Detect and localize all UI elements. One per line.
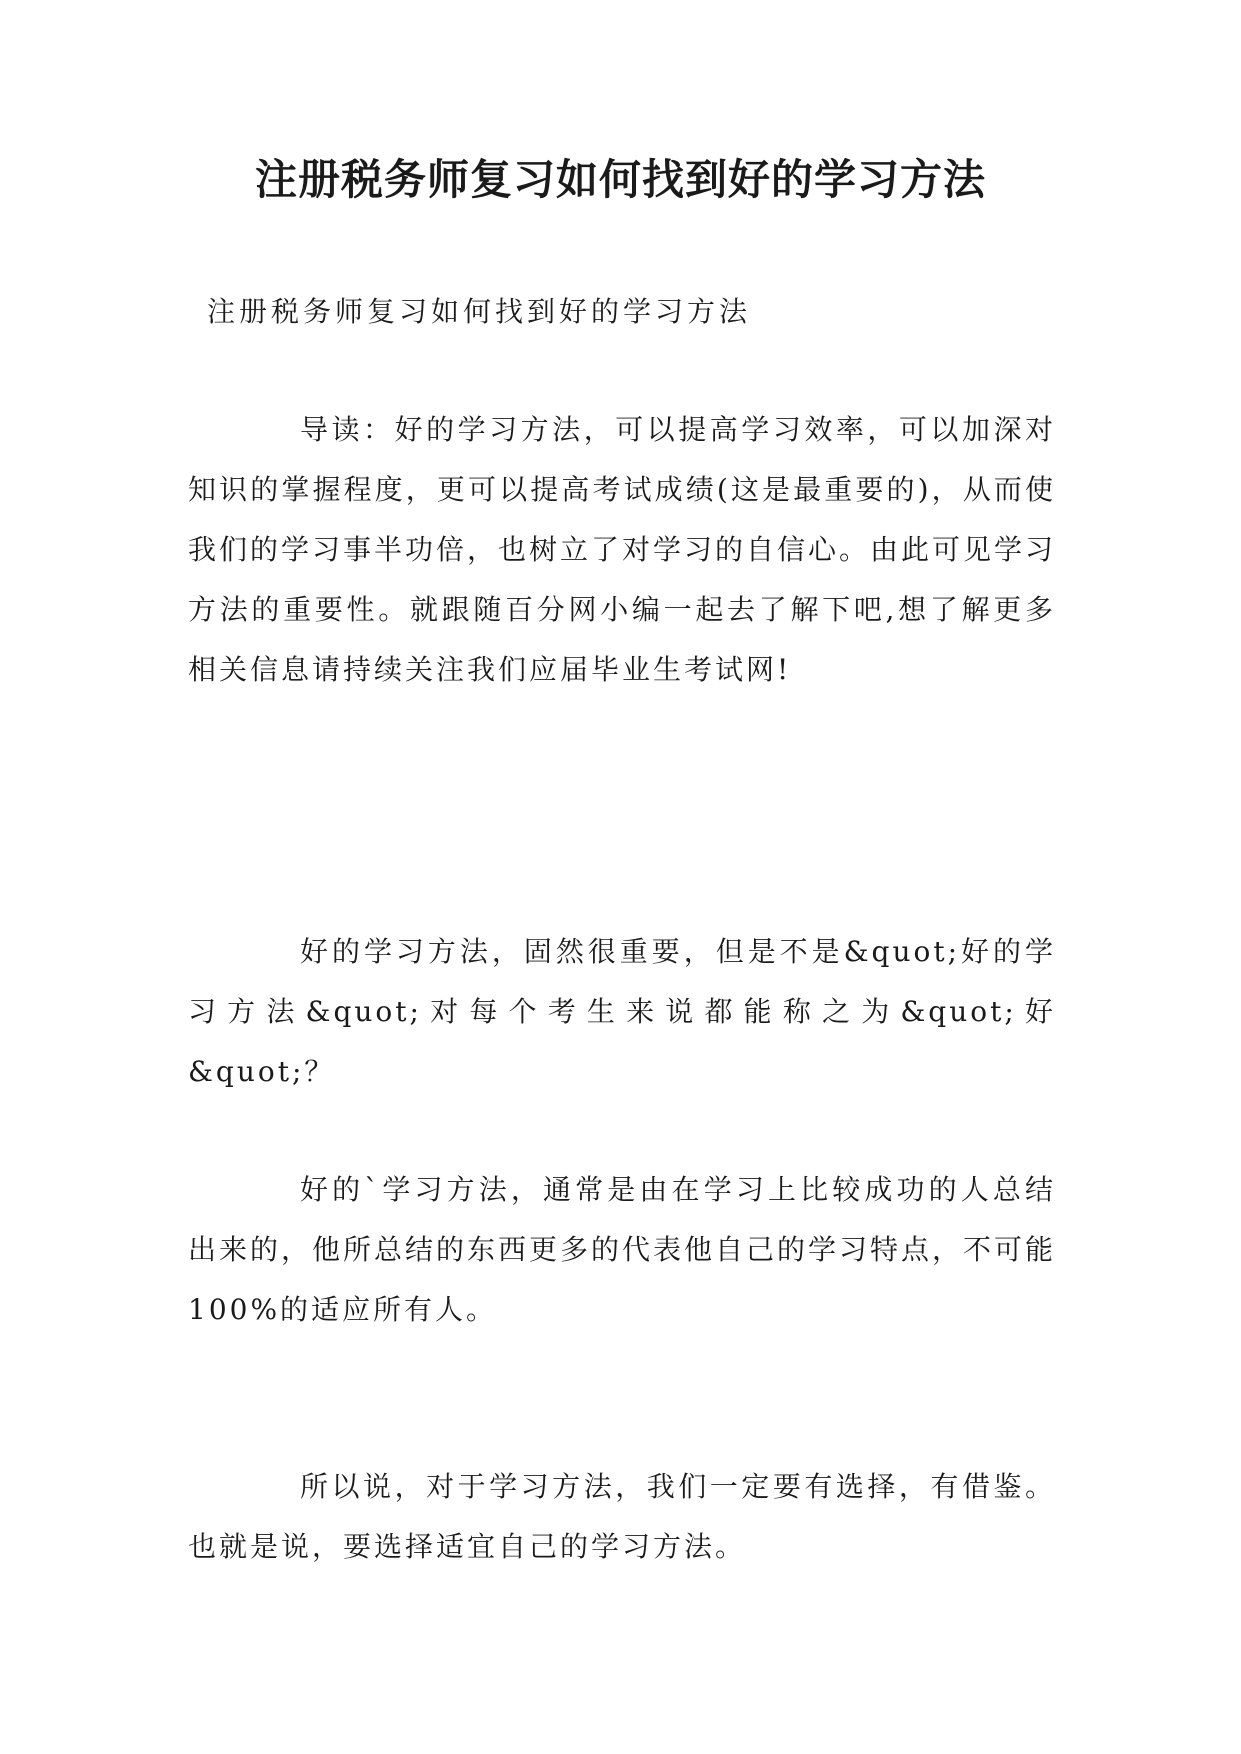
paragraph-conclusion: 所以说，对于学习方法，我们一定要有选择，有借鉴。也就是说，要选择适宜自己的学习方法。 xyxy=(188,1470,1056,1563)
paragraph-intro: 导读：好的学习方法，可以提高学习效率，可以加深对知识的掌握程度，更可以提高考试成绩(这是最重要的)，从而使我们的学习事半功倍，也树立了对学习的自信心。由此可见学习方法的重要性。就跟随百分网小编一起去了解下吧,想了解更多相关信息请持续关注我们应届毕业生考试网! xyxy=(188,413,1057,686)
paragraph-summary: 好的`学习方法，通常是由在学习上比较成功的人总结出来的，他所总结的东西更多的代表他自己的学习特点，不可能100%的适应所有人。 xyxy=(188,1173,1057,1326)
document-subtitle: 注册税务师复习如何找到好的学习方法 xyxy=(207,295,752,328)
paragraph-question: 好的学习方法，固然很重要，但是不是&quot;好的学习方法&quot;对每个考生来说都能称之为&quot;好&quot;？ xyxy=(188,935,1056,1088)
document-title: 注册税务师复习如何找到好的学习方法 xyxy=(254,155,986,204)
